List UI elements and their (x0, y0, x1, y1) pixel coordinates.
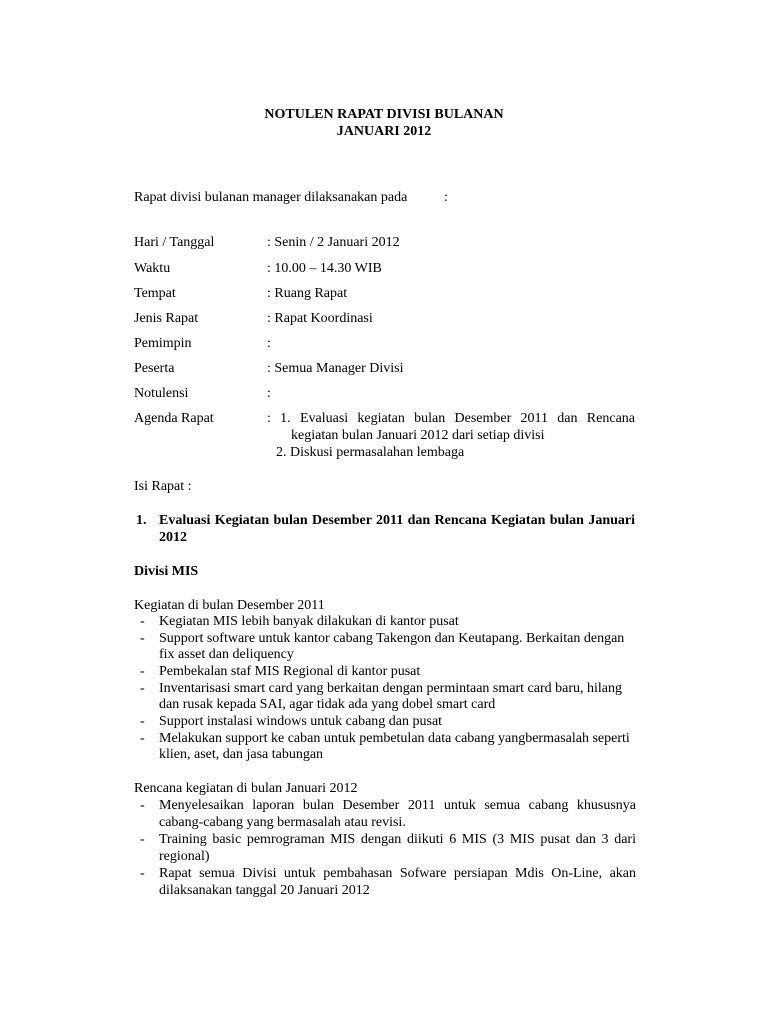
list-item: Support instalasi windows untuk cabang dan pusat (159, 714, 443, 729)
list-item-cont: dan rusak kepada SAI, agar tidak ada yang dobel smart card (159, 697, 496, 712)
intro-colon: : (444, 190, 448, 205)
bullet-dash: - (140, 714, 145, 729)
list-item: Pembekalan staf MIS Regional di kantor pusat (159, 664, 421, 679)
detail-value: : 10.00 – 14.30 WIB (267, 261, 382, 276)
list-item-cont: klien, aset, dan jasa tabungan (159, 747, 324, 762)
section-title: Evaluasi Kegiatan bulan Desember 2011 dan Rencana Kegiatan bulan Januari (159, 513, 635, 528)
list-item: Rapat semua Divisi untuk pembahasan Sofware persiapan Mdis On-Line, akan (159, 866, 636, 881)
detail-label: Jenis Rapat (134, 311, 199, 326)
list-item: Melakukan support ke caban untuk pembetulan data cabang yangbermasalah seperti (159, 731, 630, 746)
isi-rapat-label: Isi Rapat : (134, 479, 192, 494)
detail-value: : Ruang Rapat (267, 286, 348, 301)
list-item-cont: fix asset dan deliquency (159, 647, 294, 662)
detail-value: : (267, 336, 271, 351)
detail-label: Waktu (134, 261, 171, 276)
intro-text: Rapat divisi bulanan manager dilaksanakan pada (134, 190, 408, 205)
bullet-dash: - (140, 664, 145, 679)
bullet-dash: - (140, 681, 145, 696)
agenda-label: Agenda Rapat (134, 411, 214, 426)
detail-label: Pemimpin (134, 336, 192, 351)
agenda-item-1-cont: kegiatan bulan Januari 2012 dari setiap divisi (291, 428, 545, 443)
bullet-dash: - (140, 731, 145, 746)
list-item-cont: cabang-cabang yang bermasalah atau revisi. (159, 815, 406, 830)
list-item: Support software untuk kantor cabang Takengon dan Keutapang. Berkaitan dengan (159, 631, 625, 646)
bullet-dash: - (140, 798, 145, 813)
bullet-dash: - (140, 631, 145, 646)
detail-value: : Semua Manager Divisi (267, 361, 404, 376)
bullet-dash: - (140, 832, 145, 847)
rencana-heading: Rencana kegiatan di bulan Januari 2012 (134, 781, 358, 796)
list-item-cont: dilaksanakan tanggal 20 Januari 2012 (159, 883, 370, 898)
list-item-cont: regional) (159, 849, 210, 864)
agenda-item-1: : 1. Evaluasi kegiatan bulan Desember 2011 dan Rencana (267, 411, 635, 426)
document-title: NOTULEN RAPAT DIVISI BULANAN (264, 107, 504, 122)
agenda-item-2: 2. Diskusi permasalahan lembaga (276, 445, 465, 460)
kegiatan-heading: Kegiatan di bulan Desember 2011 (134, 598, 325, 613)
division-heading: Divisi MIS (134, 564, 199, 579)
detail-value: : Senin / 2 Januari 2012 (267, 235, 400, 250)
detail-label: Hari / Tanggal (134, 235, 215, 250)
list-item: Menyelesaikan laporan bulan Desember 2011 untuk semua cabang khususnya (159, 798, 636, 813)
detail-value: : (267, 386, 271, 401)
document-subtitle: JANUARI 2012 (336, 124, 432, 139)
detail-value: : Rapat Koordinasi (267, 311, 373, 326)
detail-label: Tempat (134, 286, 176, 301)
detail-label: Notulensi (134, 386, 189, 401)
list-item: Training basic pemrograman MIS dengan diikuti 6 MIS (3 MIS pusat dan 3 dari (159, 832, 636, 847)
list-item: Inventarisasi smart card yang berkaitan dengan permintaan smart card baru, hilang (159, 681, 622, 696)
section-number: 1. (136, 513, 147, 528)
section-title-cont: 2012 (159, 530, 187, 545)
list-item: Kegiatan MIS lebih banyak dilakukan di kantor pusat (159, 614, 459, 629)
bullet-dash: - (140, 866, 145, 881)
bullet-dash: - (140, 614, 145, 629)
detail-label: Peserta (134, 361, 175, 376)
